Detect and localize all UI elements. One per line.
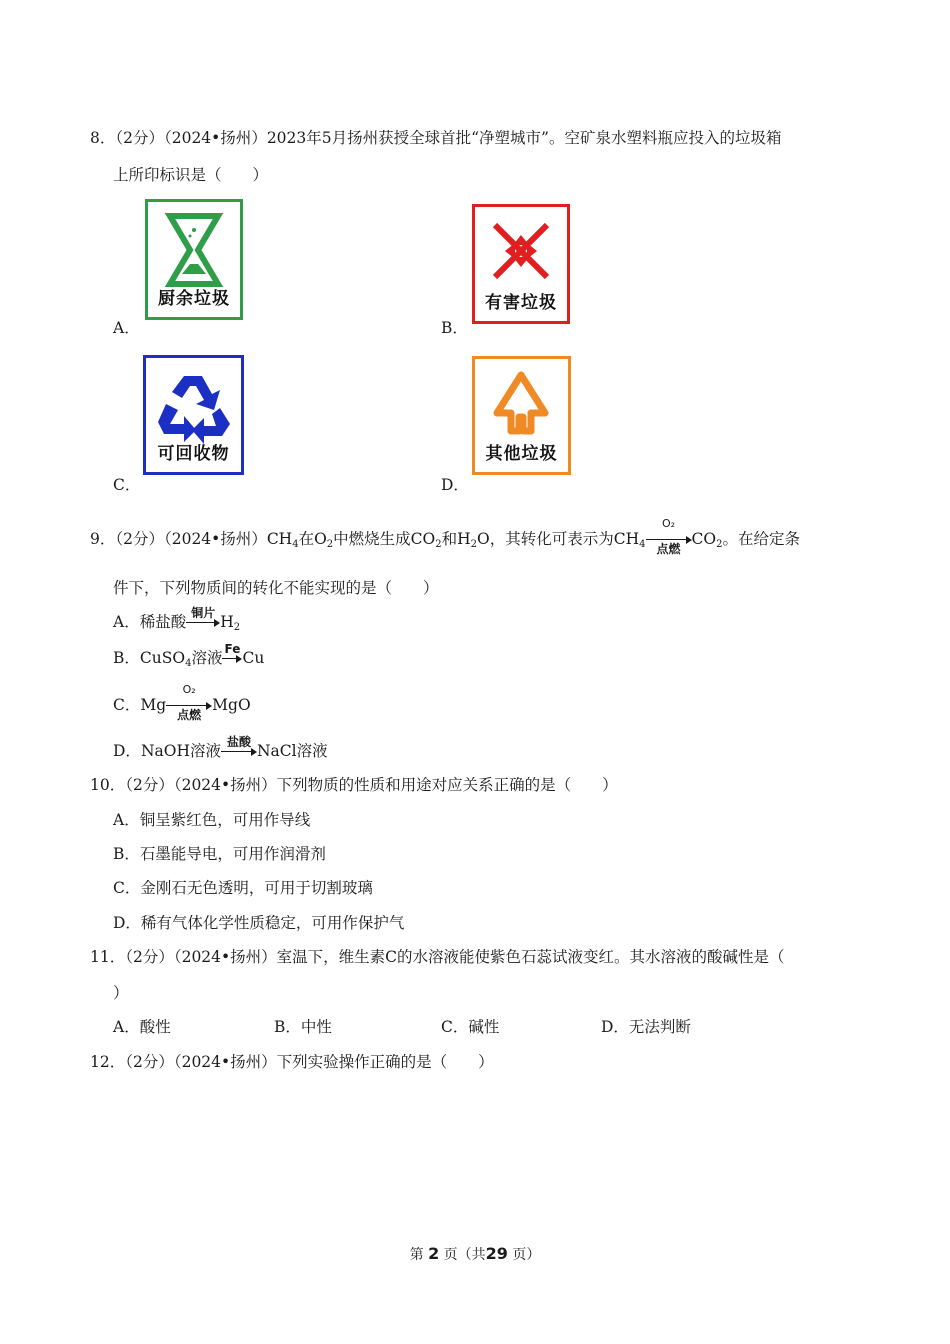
q11-stem-line1: 11．（2分）（2024•扬州）室温下，维生素C的水溶液能使紫色石蕊试液变红。其水溶液的酸碱性是（ [90, 948, 785, 966]
bin-hazardous-waste [472, 204, 570, 324]
q10-stem: 10．（2分）（2024•扬州）下列物质的性质和用途对应关系正确的是（ ） [90, 776, 618, 794]
page-total: 29 [485, 1244, 508, 1263]
q10-option-c: C．金刚石无色透明，可用于切割玻璃 [113, 879, 373, 897]
q8-stem-line1: 8．（2分）（2024•扬州）2023年5月扬州获授全球首批“净塑城市”。空矿泉水塑料瓶应投入的垃圾箱 [90, 129, 782, 147]
page-footer: 第 2 页（共29 页） [409, 1244, 541, 1263]
tree-arrow-icon [475, 365, 568, 449]
bin-label-c: 可回收物 [157, 444, 230, 464]
q9-stem-line1: 9．（2分）（2024•扬州）$CH_4$在$O_2$中燃烧生成$CO_2$和$H_2O$，其转化可表示为$CH_4$ O₂ 点燃 $CO_2$。在给定条 [90, 517, 800, 556]
q10-option-a: A．铜呈紫红色，可用作导线 [113, 811, 311, 829]
q9-option-b: B．CuSO$_4$溶液 Fe Cu [113, 642, 265, 669]
bin-recyclable [143, 355, 244, 475]
q11-option-d: D．无法判断 [601, 1018, 691, 1036]
q8-stem-line2: 上所印标识是（ ） [113, 166, 269, 184]
option-d-letter: D． [441, 476, 469, 494]
bin-label-b: 有害垃圾 [485, 293, 557, 313]
q9-option-a: A．稀盐酸 铜片 $H_2$ [113, 606, 241, 633]
reaction-arrow: O₂ 点燃 [166, 696, 212, 716]
cross-arrows-icon [475, 213, 567, 297]
q11-stem-line2: ） [113, 984, 129, 1002]
option-a-letter: A． [113, 319, 140, 337]
option-b-letter: B． [441, 319, 468, 337]
q9-stem-line2: 件下，下列物质间的转化不能实现的是（ ） [113, 579, 439, 597]
recycle-icon [146, 362, 241, 446]
page-number: 2 [428, 1244, 440, 1263]
q11-option-c: C．碱性 [441, 1018, 500, 1036]
reaction-arrow: 铜片 [186, 613, 220, 633]
bin-other-waste [472, 356, 571, 475]
bin-label-d: 其他垃圾 [485, 444, 558, 464]
q12-stem: 12．（2分）（2024•扬州）下列实验操作正确的是（ ） [90, 1053, 494, 1071]
bin-label-a: 厨余垃圾 [158, 289, 230, 309]
q9-option-c: C．Mg O₂ 点燃 MgO [113, 683, 251, 722]
reaction-arrow: 盐酸 [221, 742, 257, 762]
bin-kitchen-waste [145, 199, 243, 320]
reaction-arrow: Fe [222, 649, 242, 669]
hourglass-icon [148, 206, 240, 294]
option-c-letter: C． [113, 476, 141, 494]
reaction-arrow: O₂ 点燃 [646, 530, 692, 550]
q9-option-d: D．NaOH溶液 盐酸 NaCl溶液 [113, 735, 328, 760]
q11-option-b: B．中性 [274, 1018, 332, 1036]
q10-option-b: B．石墨能导电，可用作润滑剂 [113, 845, 326, 863]
q11-option-a: A．酸性 [113, 1018, 171, 1036]
q10-option-d: D．稀有气体化学性质稳定，可用作保护气 [113, 914, 405, 932]
